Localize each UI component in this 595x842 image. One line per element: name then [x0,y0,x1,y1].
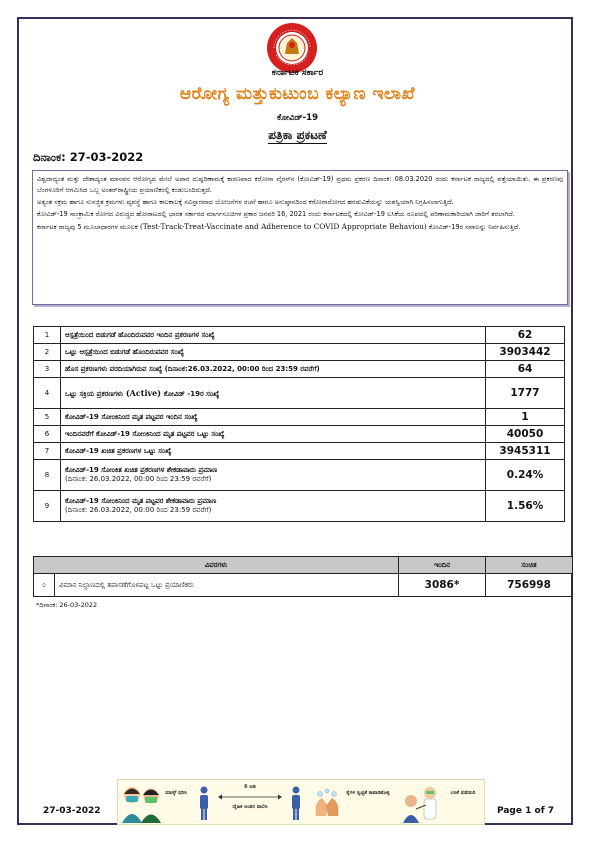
row-desc-sub: (ದಿನಾಂಕ: 26.03.2022, 00:00 ರಿಂದ 23:59 ರವರೆಗೆ) [65,475,212,483]
row-desc-main: ಕೋವಿಡ್-19 ಸೋಂಕಿತ ಖಚಿತ ಪ್ರಕರಣಗಳ ಶೇಕಡಾವಾರು ಪ್ರಮಾಣ [65,466,218,474]
row-value: 40050 [486,426,565,443]
press-release-title [0,128,595,143]
page-total: 7 [547,806,555,816]
intro-paragraph-3: ಕೋವಿಡ್-19 ಸಾಂಕ್ರಾಮಿಕ ರೋಗದ ವಿರುದ್ಧದ ಹೋರಾಟದಲ್ಲಿ ಭಾರತ ಸರ್ಕಾರದ ಮಾರ್ಗಸೂಚಿಗಳ ಪ್ರಕಾರ ಜನವರಿ 16, 2021 ರಂದು ಕರ್ನಾಟಕದಲ್ಲಿ ಕೋವಿಡ್-19 ಲಸಿಕೆಯ ರೂಪದಲ್ಲಿ ಪರಿಣಾಮಕಾರಿಯಾಗಿ ಜಾರಿಗೆ ತರಲಾಗಿದೆ. [37,210,515,218]
row-value: 1 [486,409,565,426]
row-number: 5 [34,409,61,426]
table-row [34,574,573,597]
row-description [61,460,486,491]
row-number: 1 [34,327,61,344]
row-description: ವಿಮಾನ ನಿಲ್ದಾಣದಲ್ಲಿ ತಪಾಸಣೆಗೊಳಪಟ್ಟ ಒಟ್ಟು ಪ್ರಯಾಣಿಕರು [55,574,399,597]
hands-section [312,780,392,824]
press-release-label: ಪತ್ರಿಕಾ ಪ್ರಕಟಣೆ [268,128,327,142]
row-desc-prefix: ಒಟ್ಟು ಸಕ್ರಿಯ ಪ್ರಕರಣಗಳು [65,389,124,398]
release-date: ದಿನಾಂಕ: 27-03-2022 [33,150,144,164]
row-number: 8 [34,460,61,491]
row-number: 3 [34,361,61,378]
row-description: ಹೊಸ ಪ್ರಕರಣಗಳು ವರದಿಯಾಗಿರುವ ಸಂಖ್ಯೆ (ದಿನಾಂಕ:26.03.2022, 00:00 ರಿಂದ 23:59 ರವರೆಗೆ) [61,361,486,378]
table-row [34,443,565,460]
row-desc-sub: (ದಿನಾಂಕ: 26.03.2022, 00:00 ರಿಂದ 23:59 ರವರೆಗೆ) [65,506,212,514]
row-desc-english: (Active) [123,387,164,398]
row-value: 0.24% [486,460,565,491]
vaccine-section [400,780,482,824]
intro-box [32,170,568,305]
row-today: 3086* [399,574,486,597]
table-row [34,409,565,426]
distance-feet-label: 6 ಅಡಿ [244,784,256,790]
government-name: ಕರ್ನಾಟಕ ಸರ್ಕಾರ [271,68,324,78]
department-title: ಆರೋಗ್ಯ ಮತ್ತುಕುಟುಂಬ ಕಲ್ಯಾಣ ಇಲಾಖೆ [179,84,416,104]
row-description: ಕೋವಿಡ್-19 ಖಚಿತ ಪ್ರಕರಣಗಳ ಒಟ್ಟು ಸಂಖ್ಯೆ [61,443,486,460]
row-cumulative: 756998 [486,574,573,597]
distance-section [196,780,304,824]
person-right-icon [290,786,302,820]
header-today: ಇಂದಿನ [399,557,486,574]
covid-stats-table [33,326,565,522]
page-prefix: Page [497,806,526,816]
mask-section [120,780,190,824]
row-number: 9 [34,491,61,522]
row-desc-suffix: ಕೋವಿಡ್ -19ರ ಸಂಖ್ಯೆ [163,389,220,398]
row-value: 3903442 [486,344,565,361]
hand-wash-icon [312,786,342,820]
row-description: ಆಸ್ಪತ್ರೆಯಿಂದ ಬಿಡುಗಡೆ ಹೊಂದಿರುವವರ ಇಂದಿನ ಪ್ರಕರಣಗಳ ಸಂಖ್ಯೆ [61,327,486,344]
row-description [61,491,486,522]
row-value: 3945311 [486,443,565,460]
hands-label: ಕೈಗಳ ಸ್ವಚ್ಛತೆ ಕಾಪಾಡಿಕೊಳ್ಳಿ [346,790,390,796]
row-number: 6 [34,426,61,443]
page-number [497,806,554,816]
intro-paragraph-2: ಅತ್ಯಂತ ಸಕ್ರಮ ಹಾಗೂ ಸುಸಜ್ಜಿತ ಕ್ರಮಗಳು ವ್ಯವಸ್ಥೆ ಹಾಗೂ ಕಾಲಕಾಲಕ್ಕೆ ಸವಿಸ್ತಾರವಾದ ಯೋಜನೆಗಳ ರಚನೆ ಹಾಗೂ ಅನುಷ್ಠಾನದಿಂದ ಕರೋನಾರೋಗದ ಹರಡುವಿಕೆಯನ್ನು ಯಶಸ್ವಿಯಾಗಿ ನಿಗ್ರಹಿಸಲಾಗುತ್ತಿದೆ. [37,198,454,206]
distance-arrow-icon [218,794,282,800]
distance-label: ದೈಹಿಕ ಅಂತರ ಪಾಲಿಸಿ [232,804,268,810]
row-value: 64 [486,361,565,378]
row-value: 1777 [486,378,565,409]
row-description: ಒಟ್ಟು ಆಸ್ಪತ್ರೆಯಿಂದ ಬಿಡುಗಡೆ ಹೊಂದಿರುವವರ ಸಂಖ್ಯೆ [61,344,486,361]
covid-guidelines-banner [117,779,485,825]
table-row [34,426,565,443]
table-row [34,361,565,378]
intro-p4-suffix: ಕೋವಿಡ್-19ರ ಸವಾಲನ್ನು ನಿರ್ವಹಿಸುತ್ತಿದೆ. [428,223,521,231]
table-row [34,327,565,344]
vaccine-label: ಲಸಿಕೆ ಪಡೆಯಿರಿ [450,790,476,796]
intro-paragraph-1: ವಿಶ್ವದಾದ್ಯಂತ ಮತ್ತು ದೇಶಾದ್ಯಂತ ಮಾನವನ ಆರೋಗ್ಯದ ಮೇಲೆ ಅಪಾರ ದುಷ್ಪರಿಣಾಮಕ್ಕೆ ಕಾರಣವಾದ ಕರೋನಾ ವೈರಸ್‌ನ (ಕೋವಿಡ್-19) ಪ್ರಥಮ ಪ್ರಕರಣ ದಿನಾಂಕ: 08.03.2020 ರಂದು ಕರ್ನಾಟಕ ರಾಜ್ಯದಲ್ಲಿ ಪತ್ತೆಯಾಯಿತು. ಈ ಪ್ರಕರಣವು ಬೆಂಗಳೂರಿಗೆ ಆಗಮಿಸಿದ ಒಬ್ಬ ಅಂತರ್‌ರಾಷ್ಟ್ರೀಯ ಪ್ರಯಾಣಿಕರಲ್ಲಿ ಕಂಡುಬಂದಿರುತ್ತದೆ. [37,175,563,194]
mask-label: ಮಾಸ್ಕ್ ಧರಿಸಿ [165,790,187,796]
table-row [34,491,565,522]
table-row [34,460,565,491]
intro-paragraph-4 [37,221,563,233]
mask-people-icon [120,781,164,823]
row-description: ಇಂದಿನವರೆಗೆ ಕೋವಿಡ್-19 ಸೋಂಕಿನಿಂದ ಮೃತ ಪಟ್ಟವರ ಒಟ್ಟು ಸಂಖ್ಯೆ [61,426,486,443]
table-header-row [34,557,573,574]
row-value: 1.56% [486,491,565,522]
header-cumulative: ಸಂಚಿತ [486,557,573,574]
row-number: ೦ [34,574,55,597]
footer-date: 27-03-2022 [43,806,101,816]
table-row [34,378,565,409]
header-details: ವಿವರಗಳು [34,557,399,574]
page-current: 1 [525,806,532,816]
airport-screening-table [33,556,573,597]
row-desc-main: ಕೋವಿಡ್-19 ಸೋಂಕಿನಿಂದ ಮೃತ ಪಟ್ಟವರ ಶೇಕಡಾವಾರು ಪ್ರಮಾಣ [65,497,217,505]
row-description: ಕೋವಿಡ್-19 ಸೋಂಕಿನಿಂದ ಮೃತ ಪಟ್ಟವರ ಇಂದಿನ ಸಂಖ್ಯೆ [61,409,486,426]
table-row [34,344,565,361]
covid-subtitle: ಕೋವಿಡ್-19 [276,113,319,123]
footnote: *ದಿನಾಂಕ: 26-03-2022 [36,601,98,609]
person-left-icon [198,786,210,820]
row-description [61,378,486,409]
intro-p4-english: (Test-Track-Treat-Vaccinate and Adherence to COVID Appropriate Behaviou) [139,222,427,231]
row-number: 7 [34,443,61,460]
karnataka-emblem-icon [265,21,319,75]
row-value: 62 [486,327,565,344]
row-number: 2 [34,344,61,361]
vaccination-icon [402,783,442,823]
intro-p4-prefix: ಕರ್ನಾಟಕ ರಾಜ್ಯವು 5 ಮೂಲಾಧಾರಗಳ ಮೂಲಕ [37,223,138,231]
row-number: 4 [34,378,61,409]
page-of: of [531,806,548,816]
